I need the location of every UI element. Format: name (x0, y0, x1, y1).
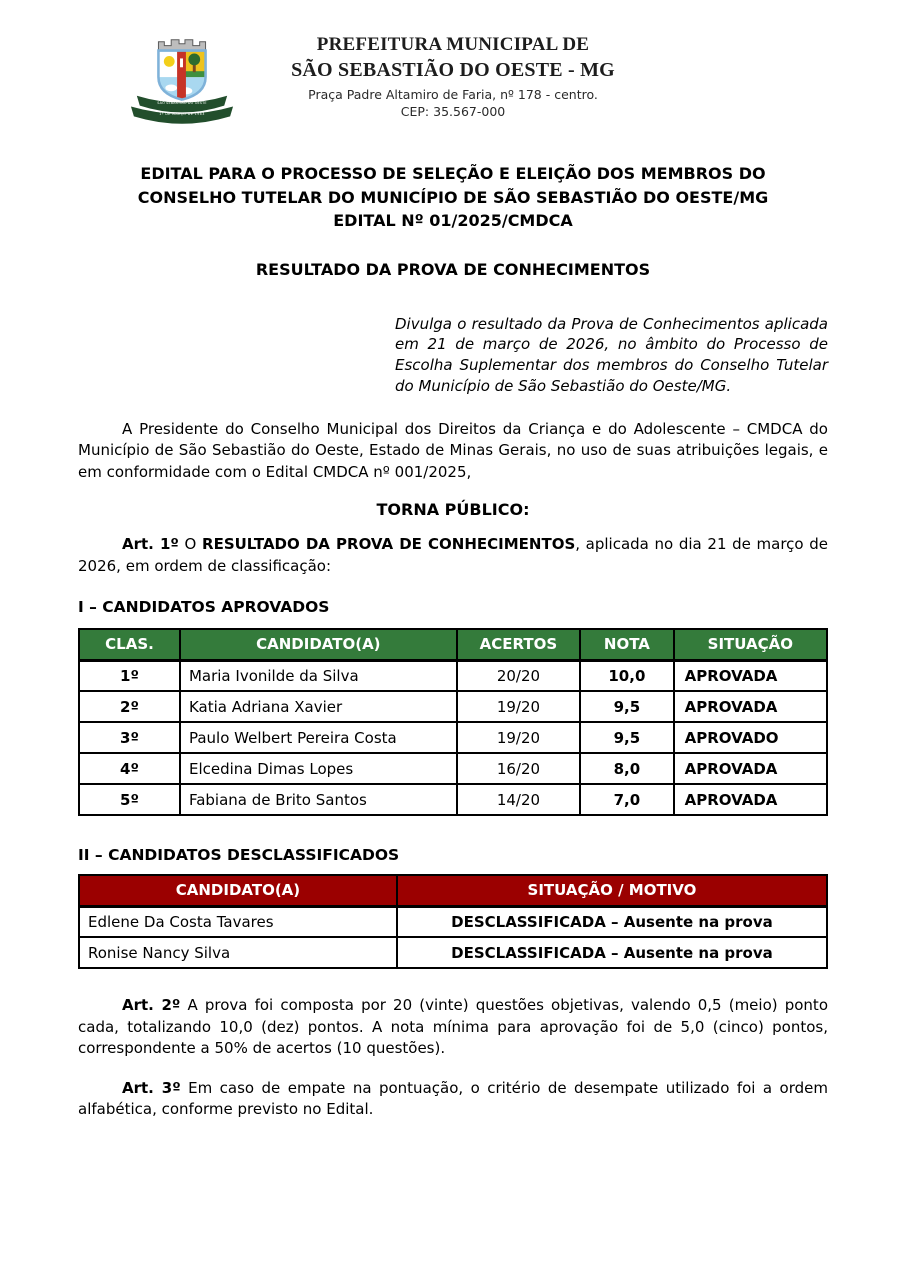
table-row (79, 937, 827, 968)
table-row (79, 660, 827, 691)
cell-nota: 9,5 (580, 722, 674, 753)
cell-nota: 8,0 (580, 753, 674, 784)
cell-candidato: Katia Adriana Xavier (180, 691, 457, 722)
crest-ribbon-text-2: 1º DE MARÇO DE 1963 (159, 111, 205, 116)
article-1-label: Art. 1º (122, 535, 179, 554)
article-1-mid: O (178, 535, 203, 554)
article-3-label: Art. 3º (122, 1078, 181, 1097)
cell-clas: 1º (79, 660, 180, 691)
header-cell-candidato: CANDIDATO(A) (79, 875, 397, 906)
document-title-line2: CONSELHO TUTELAR DO MUNICÍPIO DE SÃO SEBASTIÃO DO OESTE/MG (137, 187, 769, 207)
table-row (79, 906, 827, 937)
article-1-rest: , aplicada no dia 21 de março de 2026, em ordem de classificação: (78, 535, 829, 575)
disqualified-table-header-row (79, 875, 827, 906)
article-3-text: Em caso de empate na pontuação, o critério de desempate utilizado foi a ordem alfabética, conforme previsto no Edital. (78, 1078, 828, 1119)
cell-clas: 3º (79, 722, 180, 753)
section-1-heading: I – CANDIDATOS APROVADOS (78, 598, 330, 617)
cell-candidato: Maria Ivonilde da Silva (180, 660, 457, 691)
header-cell-clas: CLAS. (79, 629, 180, 660)
cell-situacao-motivo: DESCLASSIFICADA – Ausente na prova (397, 906, 827, 937)
cell-situacao: APROVADA (674, 753, 827, 784)
preamble-paragraph: A Presidente do Conselho Municipal dos Direitos da Criança e do Adolescente – CMDCA do Município de São Sebastião do Oeste, Estado de Minas Gerais, no uso de suas atribuições legais, e em conformidade com o Edital CMDCA nº 001/2025, (78, 419, 828, 481)
article-3-paragraph (78, 1078, 828, 1121)
article-2-text: A prova foi composta por 20 (vinte) questões objetivas, valendo 0,5 (meio) ponto cada, totalizando 10,0 (dez) pontos. A nota mínima para aprovação foi de 5,0 (cinco) pontos, correspondente a 50% de acertos (10 questões). (78, 996, 828, 1058)
article-1-emphasis: RESULTADO DA PROVA DE CONHECIMENTOS (202, 535, 576, 554)
header-cell-situacao-motivo: SITUAÇÃO / MOTIVO (397, 875, 827, 906)
org-name-line1: PREFEITURA MUNICIPAL DE (316, 34, 590, 55)
municipal-coat-of-arms-icon (128, 36, 236, 128)
cell-clas: 2º (79, 691, 180, 722)
cell-candidato: Fabiana de Brito Santos (180, 784, 457, 815)
cell-candidato: Paulo Welbert Pereira Costa (180, 722, 457, 753)
cell-nota: 10,0 (580, 660, 674, 691)
cell-acertos: 20/20 (457, 660, 580, 691)
cell-nota: 9,5 (580, 691, 674, 722)
header-cell-nota: NOTA (580, 629, 674, 660)
document-title (78, 162, 828, 233)
org-cep: CEP: 35.567-000 (400, 104, 506, 119)
cell-acertos: 16/20 (457, 753, 580, 784)
article-2-paragraph (78, 995, 828, 1060)
document-title-line1: EDITAL PARA O PROCESSO DE SELEÇÃO E ELEIÇÃO DOS MEMBROS DO (140, 164, 766, 183)
header-cell-acertos: ACERTOS (457, 629, 580, 660)
cell-situacao: APROVADO (674, 722, 827, 753)
proclamation-heading: TORNA PÚBLICO: (376, 500, 530, 520)
crest-crown (158, 40, 205, 51)
cell-situacao: APROVADA (674, 660, 827, 691)
cell-nota: 7,0 (580, 784, 674, 815)
letterhead (78, 34, 828, 130)
article-1-paragraph (78, 534, 828, 577)
table-row (79, 691, 827, 722)
section-2-heading: II – CANDIDATOS DESCLASSIFICADOS (78, 846, 400, 865)
cell-acertos: 14/20 (457, 784, 580, 815)
header-cell-candidato: CANDIDATO(A) (180, 629, 457, 660)
epigraph-summary: Divulga o resultado da Prova de Conhecimentos aplicada em 21 de março de 2026, no âmbito do Processo de Escolha Suplementar dos membros do Conselho Tutelar do Município de São Sebastião do Oeste/MG. (395, 314, 828, 395)
org-name-line2: SÃO SEBASTIÃO DO OESTE - MG (291, 59, 615, 81)
table-row (79, 753, 827, 784)
cell-situacao-motivo: DESCLASSIFICADA – Ausente na prova (397, 937, 827, 968)
cell-candidato: Ronise Nancy Silva (79, 937, 397, 968)
cell-candidato: Edlene Da Costa Tavares (79, 906, 397, 937)
cell-clas: 4º (79, 753, 180, 784)
approved-table-header-row (79, 629, 827, 660)
cell-situacao: APROVADA (674, 784, 827, 815)
header-cell-situacao: SITUAÇÃO (674, 629, 827, 660)
disqualified-candidates-table (78, 874, 828, 969)
article-2-label: Art. 2º (122, 996, 181, 1015)
approved-candidates-table (78, 628, 828, 816)
table-row (79, 722, 827, 753)
org-address: Praça Padre Altamiro de Faria, nº 178 - centro. (308, 87, 598, 102)
table-row (79, 784, 827, 815)
cell-acertos: 19/20 (457, 722, 580, 753)
cell-situacao: APROVADA (674, 691, 827, 722)
document-title-line3: EDITAL Nº 01/2025/CMDCA (333, 211, 573, 230)
document-subtitle: RESULTADO DA PROVA DE CONHECIMENTOS (255, 259, 651, 279)
cell-candidato: Elcedina Dimas Lopes (180, 753, 457, 784)
cell-clas: 5º (79, 784, 180, 815)
cell-acertos: 19/20 (457, 691, 580, 722)
crest-ribbon-text-1: SÃO SEBASTIÃO DO OESTE (157, 100, 207, 105)
